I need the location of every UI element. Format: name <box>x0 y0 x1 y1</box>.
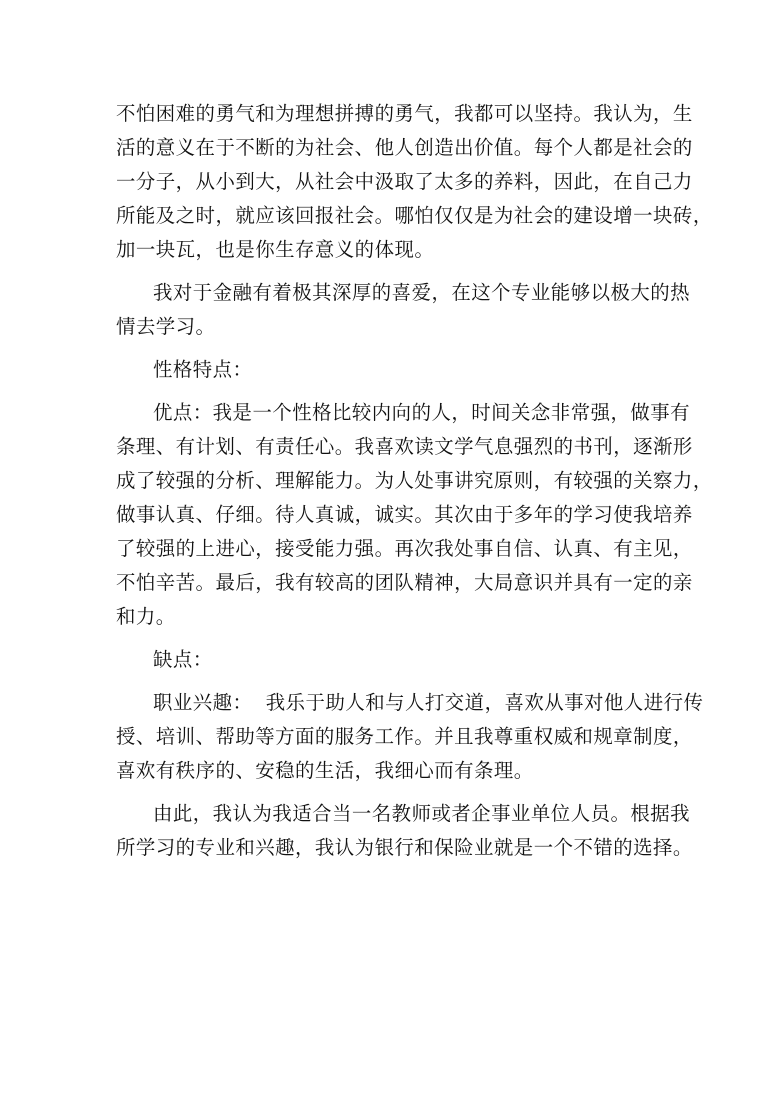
paragraph-career-interest <box>116 686 704 788</box>
text-line: 不怕困难的勇气和为理想拼搏的勇气，我都可以坚持。我认为，生 <box>116 102 693 125</box>
text-line: 加一块瓦，也是你生存意义的体现。 <box>116 238 435 261</box>
text-line: 缺点： <box>153 648 213 671</box>
heading-weaknesses <box>116 643 661 677</box>
text-line: 授、培训、帮助等方面的服务工作。并且我尊重权威和规章制度， <box>116 725 693 748</box>
paragraph-life-meaning <box>116 97 713 267</box>
text-line: 和力。 <box>116 605 176 628</box>
text-line: 所能及之时，就应该回报社会。哪怕仅仅是为社会的建设增一块砖， <box>116 204 713 227</box>
text-line: 不怕辛苦。最后，我有较高的团队精神，大局意识并具有一定的亲 <box>116 571 693 594</box>
text-line: 优点：我是一个性格比较内向的人，时间关念非常强，做事有 <box>153 401 691 424</box>
text-line: 喜欢有秩序的、安稳的生活，我细心而有条理。 <box>116 759 534 782</box>
text-line: 一分子，从小到大，从社会中汲取了太多的养料，因此，在自己力 <box>116 170 693 193</box>
paragraph-strengths <box>116 396 713 634</box>
text-line: 所学习的专业和兴趣，我认为银行和保险业就是一个不错的选择。 <box>116 836 693 859</box>
heading-personality-traits <box>116 353 661 387</box>
text-line: 成了较强的分析、理解能力。为人处事讲究原则，有较强的关察力， <box>116 469 713 492</box>
document-body <box>116 97 713 865</box>
paragraph-finance-interest <box>116 276 691 344</box>
text-line: 职业兴趣： 我乐于助人和与人打交道，喜欢从事对他人进行传 <box>153 691 704 714</box>
text-line: 性格特点： <box>153 358 253 381</box>
text-line: 活的意义在于不断的为社会、他人创造出价值。每个人都是社会的 <box>116 136 693 159</box>
text-line: 做事认真、仔细。待人真诚，诚实。其次由于多年的学习使我培养 <box>116 503 693 526</box>
paragraph-conclusion <box>116 797 693 865</box>
text-line: 情去学习。 <box>116 315 216 338</box>
text-line: 由此，我认为我适合当一名教师或者企事业单位人员。根据我 <box>153 802 691 825</box>
text-line: 条理、有计划、有责任心。我喜欢读文学气息强烈的书刊，逐渐形 <box>116 435 693 458</box>
text-line: 我对于金融有着极其深厚的喜爱，在这个专业能够以极大的热 <box>153 281 691 304</box>
text-line: 了较强的上进心，接受能力强。再次我处事自信、认真、有主见， <box>116 537 693 560</box>
